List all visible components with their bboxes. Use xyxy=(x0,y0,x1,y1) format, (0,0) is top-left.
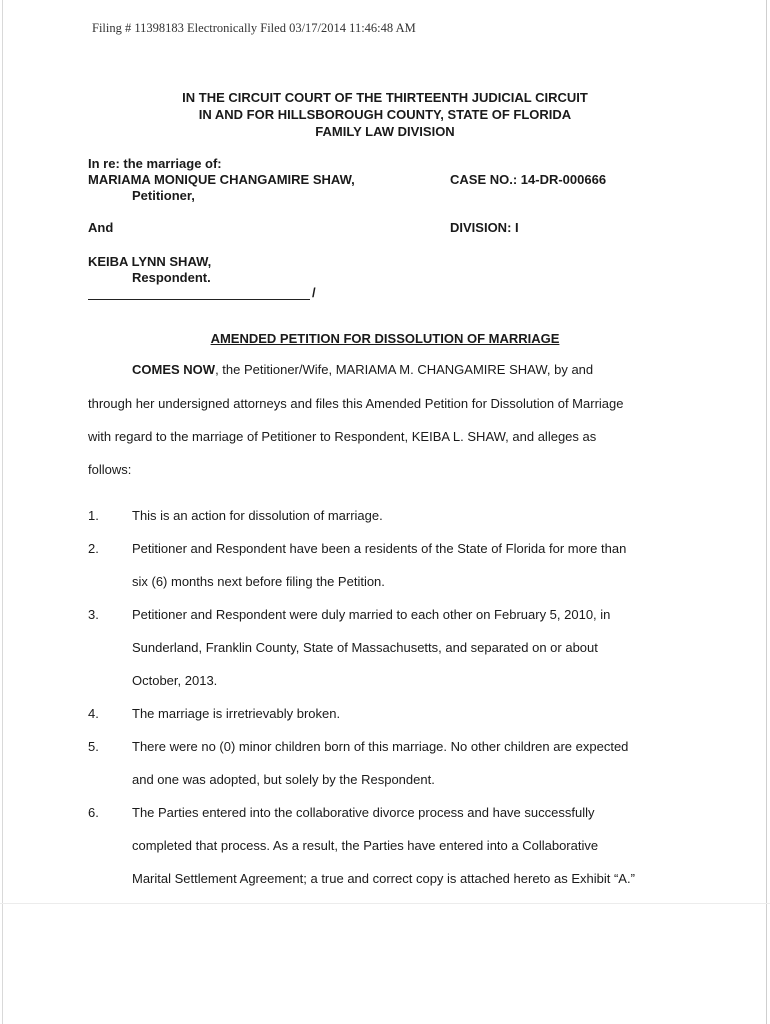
petitioner-name: MARIAMA MONIQUE CHANGAMIRE SHAW, xyxy=(88,172,355,187)
intro-line: with regard to the marriage of Petitioner to Respondent, KEIBA L. SHAW, and alleges as xyxy=(88,429,597,444)
caption-slash: / xyxy=(312,285,316,300)
intro-line: through her undersigned attorneys and files this Amended Petition for Dissolution of Marriage xyxy=(88,396,624,411)
paragraph-line: There were no (0) minor children born of this marriage. No other children are expected xyxy=(132,739,629,754)
court-heading-line: FAMILY LAW DIVISION xyxy=(315,124,455,139)
caption-signature-rule xyxy=(88,299,310,300)
paragraph-line: The marriage is irretrievably broken. xyxy=(132,706,341,721)
paragraph-line: completed that process. As a result, the Parties have entered into a Collaborative xyxy=(132,838,599,853)
paragraph-line: six (6) months next before filing the Petition. xyxy=(132,574,385,589)
paragraph-number: 4. xyxy=(88,706,99,721)
paragraph-line: Petitioner and Respondent have been a residents of the State of Florida for more than xyxy=(132,541,627,556)
paragraph-line: Sunderland, Franklin County, State of Massachusetts, and separated on or about xyxy=(132,640,598,655)
court-heading-line: IN THE CIRCUIT COURT OF THE THIRTEENTH JUDICIAL CIRCUIT xyxy=(182,90,588,105)
division: DIVISION: I xyxy=(450,220,519,235)
page-edge xyxy=(2,0,3,1024)
respondent-name: KEIBA LYNN SHAW, xyxy=(88,254,212,269)
intro-line: follows: xyxy=(88,462,132,477)
paragraph-line: Marital Settlement Agreement; a true and correct copy is attached hereto as Exhibit “A.” xyxy=(132,871,635,886)
court-heading xyxy=(0,89,770,140)
paragraph-number: 5. xyxy=(88,739,99,754)
paragraph-number: 3. xyxy=(88,607,99,622)
paragraph-line: This is an action for dissolution of marriage. xyxy=(132,508,383,523)
document-title: AMENDED PETITION FOR DISSOLUTION OF MARRIAGE xyxy=(210,331,560,346)
respondent-role: Respondent. xyxy=(132,270,211,285)
paragraph-line: October, 2013. xyxy=(132,673,218,688)
paragraph-line: Petitioner and Respondent were duly married to each other on February 5, 2010, in xyxy=(132,607,611,622)
petitioner-role: Petitioner, xyxy=(132,188,195,203)
intro-lead-bold: COMES NOW xyxy=(132,362,216,377)
court-heading-line: IN AND FOR HILLSBOROUGH COUNTY, STATE OF FLORIDA xyxy=(198,107,572,122)
filing-header: Filing # 11398183 Electronically Filed 03/17/2014 11:46:48 AM xyxy=(92,21,416,35)
paragraph-number: 6. xyxy=(88,805,99,820)
intro-line-text: , the Petitioner/Wife, MARIAMA M. CHANGAMIRE SHAW, by and xyxy=(215,362,594,377)
paragraph-line: and one was adopted, but solely by the Respondent. xyxy=(132,772,435,787)
page-fold-line xyxy=(0,903,770,904)
paragraph-number: 1. xyxy=(88,508,99,523)
caption-and: And xyxy=(88,220,114,235)
page-edge xyxy=(766,0,767,1024)
paragraph-line: The Parties entered into the collaborative divorce process and have successfully xyxy=(132,805,595,820)
intro-line xyxy=(132,362,593,377)
paragraph-number: 2. xyxy=(88,541,99,556)
caption-in-re: In re: the marriage of: xyxy=(88,156,222,171)
case-number: CASE NO.: 14-DR-000666 xyxy=(450,172,607,187)
